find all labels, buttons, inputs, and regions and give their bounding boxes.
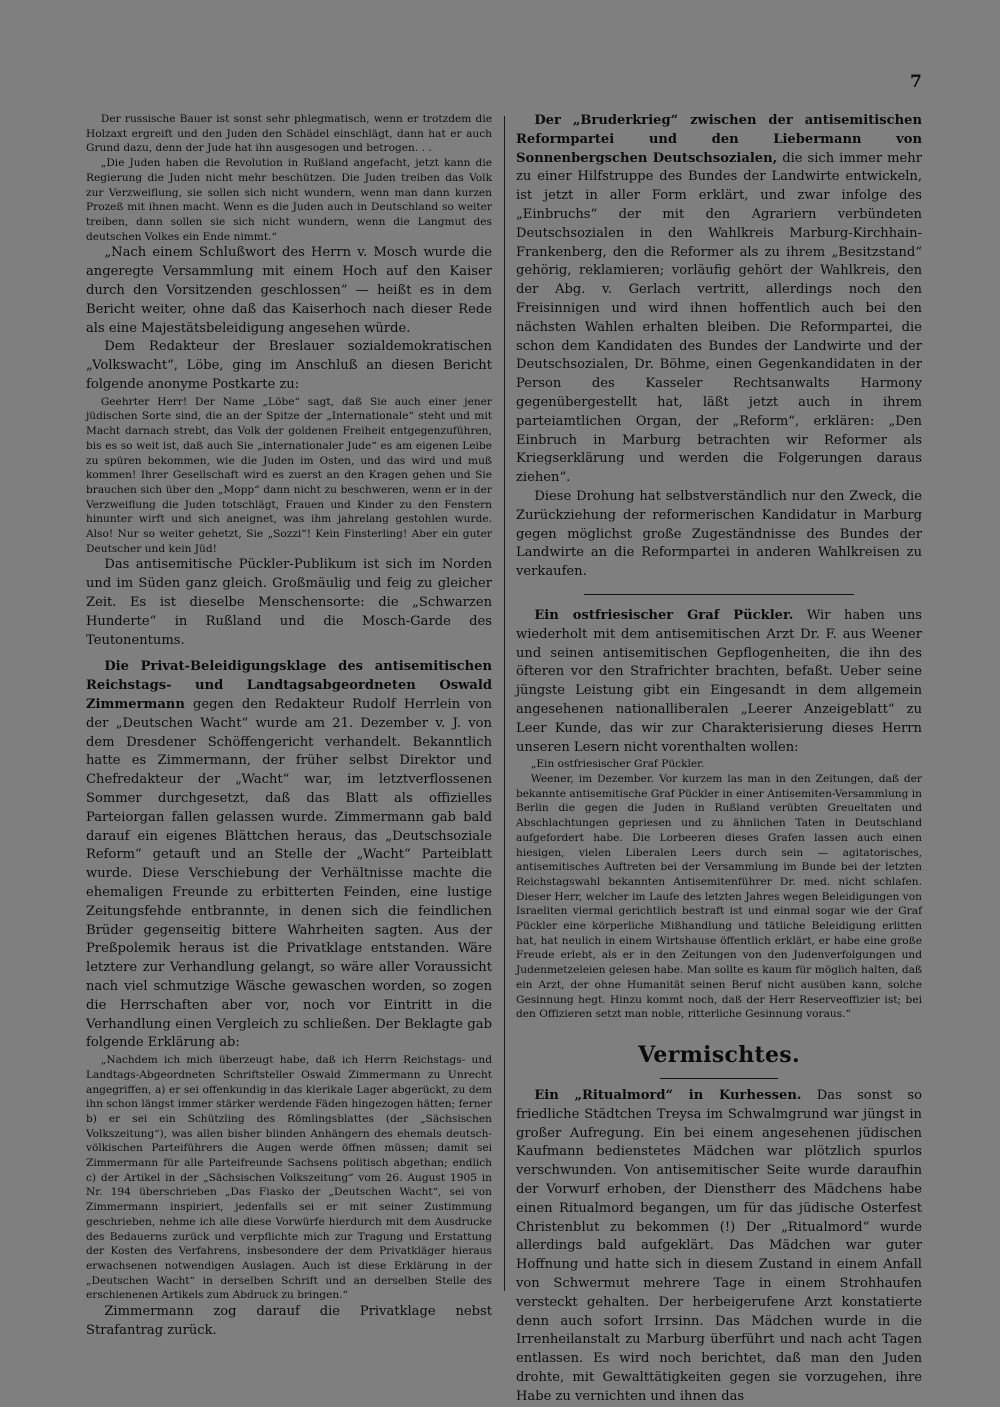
- right-column: [516, 112, 922, 1404]
- paragraph: [86, 156, 492, 244]
- paragraph-text: Geehrter Herr! Der Name „Löbe“ sagt, daß Sie auch einer jener jüdischen Sorte sind, die an der Spitze der „Internationale“ steht und mit Macht darnach strebt, das Volk der goldenen Freiheit entgegenzuführen, bis es so weit ist, daß auch Sie „internationaler Jude“ es am eigenen Leibe zu spüren bekommen, wie die Juden im Osten, und das wird und muß kommen! Ihrer Gesellschaft wird es zuerst an den Kragen gehen und Sie brauchen sich über den „Mopp“ dann nicht zu beschweren, wenn er in der Verzweiflung die Juden totschlägt, Frauen und Kinder zu den Fenstern hinunter wirft und sich aneignet, was ihm jahrelang gestohlen wurde. Also! Nur so weiter gehetzt, Sie „Sozzi“! Kein Finsterling! Aber ein guter Deutscher und kein Jüd!: [86, 395, 492, 555]
- paragraph: [516, 112, 922, 488]
- paragraph-text: „Nach einem Schlußwort des Herrn v. Mosch wurde die angeregte Versammlung mit einem Hoch auf den Kaiser durch den Vorsitzenden geschlossen“ — heißt es in dem Bericht weiter, ohne daß das Kaiserhoch nach dieser Rede als eine Majestätsbeleidigung angesehen würde.: [86, 245, 492, 336]
- paragraph: [516, 607, 922, 757]
- paragraph-text: Der russische Bauer ist sonst sehr phlegmatisch, wenn er trotzdem die Holzaxt ergreift und den Juden den Schädel einschlägt, dann hat er auch Grund dazu, denn der Jude hat ihn ausgesogen und betrogen. . .: [86, 113, 492, 155]
- paragraph-text: „Die Juden haben die Revolution in Rußland angefacht, jetzt kann die Regierung die Juden nicht mehr beschützen. Die Juden treiben das Volk zur Verzweiflung, sie sollen sich nicht wundern, wenn man dann kurzen Prozeß mit ihnen macht. Wenn es die Juden auch in Deutschland so weiter treiben, dann sollen sie sich nicht wundern, wenn die Langmut des deutschen Volkes ein Ende nimmt.“: [86, 157, 492, 243]
- paragraph: [516, 757, 922, 772]
- paragraph-text: Das sonst so friedliche Städtchen Treysa im Schwalmgrund war jüngst in großer Aufregung. Ein bei einem angesehenen jüdischen Kaufmann bedienstetes Mädchen war plötzlich spurlos verschwunden. Von antisemitischer Seite wurde daraufhin der Vorwurf erhoben, der Dienstherr des Mädchens habe einen Ritualmord begangen, um für das jüdische Osterfest Christenblut zu bekommen (!) Der „Ritualmord“ wurde allerdings bald aufgeklärt. Das Mädchen war guter Hoffnung und hatte sich in diesem Zustand in einem Anfall von Schwermut mehrere Tage in einem Strohhaufen versteckt gehalten. Der herbeigerufene Arzt konstatierte denn auch sofort Irrsinn. Das Mädchen wurde in die Irrenheilanstalt zu Marburg überführt und nach acht Tagen entlassen. Es wird noch berichtet, daß man den Juden drohte, mit Gewalttätigkeiten gegen sie vorzugehen, ihre Habe zu vernichten und ihnen das: [516, 1087, 922, 1404]
- section-title: Vermischtes.: [638, 1041, 800, 1068]
- paragraph: [86, 658, 492, 1053]
- paragraph-text: Wir haben uns wiederholt mit dem antisemitischen Arzt Dr. F. aus Weener und seinen antisemitischen Gepflogenheiten, die ihn des öfteren vor den Strafrichter brachten, befaßt. Ueber seine jüngste Leistung gibt ein Eingesandt in dem allgemein angesehenen nationalliberalen „Leerer Anzeigeblatt“ zu Leer Kunde, das wir zur Charakterisierung dieses Herrn unseren Lesern nicht vorenthalten wollen:: [516, 607, 922, 755]
- paragraph-text: Weener, im Dezember. Vor kurzem las man in den Zeitungen, daß der bekannte antisemitische Graf Pückler in einer Antisemiten-Versammlung in Berlin die gegen die Juden in Rußland verübten Greueltaten und Abschlachtungen gepriesen und zu ähnlichen Taten in Deutschland aufgefordert habe. Die Lorbeeren dieses Grafen lassen auch einen hiesigen, vielen Liberalen Leers durch sein — agitatorisches, antisemitisches Auftreten bei der Versammlung im Bunde bei der letzten Reichstagswahl bekannten Antisemitenführer Dr. med. nicht schlafen. Dieser Herr, welcher im Laufe des letzten Jahres wegen Beleidigungen von Israeliten viermal gerichtlich bestraft ist und einmal sogar wie der Graf Pückler eine körperliche Mißhandlung und tätliche Beleidigung erlitten hat, hat neulich in einem Wirtshause öffentlich erklärt, er habe eine große Freude erlebt, als er in den Zeitungen von den Judenverfolgungen und Judenmetzeleien gelesen habe. Man sollte es kaum für möglich halten, daß ein Arzt, der ohne Humanität seinen Beruf nicht ausüben kann, solche Gesinnung hegt. Hinzu kommt noch, daß der Herr Reserveoffizier ist; bei den Offizieren setzt man noble, ritterliche Gesinnung voraus.“: [516, 773, 922, 1021]
- article-divider: [584, 594, 854, 595]
- paragraph: [86, 338, 492, 394]
- article-headline: Die Privat-Beleidigungsklage des antisemitischen Reichstags- und Landtagsabgeordneten Oswald Zimmermann: [86, 659, 492, 713]
- paragraph-text: Dem Redakteur der Breslauer sozialdemokratischen „Volkswacht“, Löbe, ging im Anschluß an diesen Bericht folgende anonyme Postkarte zu:: [86, 339, 492, 392]
- paragraph-text: gegen den Redakteur Rudolf Herrlein von der „Deutschen Wacht“ wurde am 21. Dezember v. J. von dem Dresdener Schöffengericht verhandelt. Bekanntlich hatte es Zimmermann, der früher selbst Direktor und Chefredakteur der „Wacht“ war, im letztverflossenen Sommer durchgesetzt, daß das Blatt als offizielles Parteiorgan fallen gelassen wurde. Zimmermann gab bald darauf ein eigenes Blättchen heraus, das „Deutschsoziale Reform“ getauft und an Stelle der „Wacht“ Parteiblatt wurde. Diese Verschiebung der Verhältnisse machte die ehemaligen Freunde zu erbitterten Feinden, eine lustige Zeitungsfehde entbrannte, in denen sich die feindlichen Brüder gegenseitig bittere Wahrheiten sagten. Aus der Preßpolemik heraus ist die Privatklage entstanden. Wäre letztere zur Verhandlung gelangt, so wäre aller Voraussicht nach viel schmutzige Wäsche gewaschen worden, so zogen die Herrschaften aber vor, noch vor Eintritt in die Verhandlung einen Vergleich zu schließen. Der Beklagte gab folgende Erklärung ab:: [86, 697, 492, 1051]
- paragraph: [516, 488, 922, 582]
- paragraph-text: Das antisemitische Pückler-Publikum ist sich im Norden und im Süden ganz gleich. Großmäulig und feig zu gleicher Zeit. Es ist dieselbe Menschensorte: die „Schwarzen Hunderte“ in Rußland und die Mosch-Garde des Teutonentums.: [86, 557, 492, 648]
- paragraph: [516, 772, 922, 1022]
- paragraph-text: die sich immer mehr zu einer Hilfstruppe des Bundes der Landwirte entwickeln, ist jetzt in aller Form erklärt, und zwar infolge des „Einbruchs“ der mit den Agrariern verbündeten Deutschsozialen in den Wahlkreis Marburg-Kirchhain-Frankenberg, den die Reformer als zu ihrem „Besitzstand“ gehörig, reklamieren; vorläufig gehört der Wahlkreis, den der Abg. v. Gerlach vertritt, allerdings noch den Freisinnigen und wird ihnen hoffentlich auch bei den nächsten Wahlen erhalten bleiben. Die Reformpartei, die schon dem Kandidaten des Bundes der Landwirte und der Deutschsozialen, Dr. Böhme, einen Gegenkandidaten in der Person des Kasseler Rechtsanwalts Harmony gegenübergestellt hat, läßt jetzt auch in ihrem parteiamtlichen Organ, der „Reform“, erklären: „Den Einbruch in Marburg betrachten wir Reformer als Kriegserklärung und werden die Folgerungen daraus ziehen“.: [516, 150, 922, 486]
- article-headline: Der „Bruderkrieg“ zwischen der antisemitischen Reformpartei und den Liebermann von Sonnenbergschen Deutschsozialen,: [516, 113, 922, 166]
- paragraph: [86, 1303, 492, 1341]
- paragraph: [86, 556, 492, 650]
- paragraph: [516, 1087, 922, 1407]
- left-column: [86, 112, 492, 1338]
- paragraph: [86, 395, 492, 557]
- paragraph-text: „Ein ostfriesischer Graf Pückler.: [530, 758, 705, 771]
- section-rule: [660, 1078, 778, 1079]
- column-divider: [504, 116, 505, 1291]
- paragraph: [86, 244, 492, 338]
- article-headline: Ein ostfriesischer Graf Pückler.: [534, 607, 794, 623]
- paragraph-text: Diese Drohung hat selbstverständlich nur den Zweck, die Zurückziehung der reformerischen Kandidatur in Marburg gegen möglichst große Zugeständnisse des Bundes der Landwirte an die Reformpartei in anderen Wahlkreisen zu verkaufen.: [516, 488, 922, 580]
- paragraph-text: Zimmermann zog darauf die Privatklage nebst Strafantrag zurück.: [86, 1304, 492, 1338]
- paragraph: [86, 112, 492, 156]
- paragraph: [86, 1053, 492, 1303]
- paragraph-text: „Nachdem ich mich überzeugt habe, daß ich Herrn Reichstags- und Landtags-Abgeordneten Schriftsteller Oswald Zimmermann zu Unrecht angegriffen, a) er sei offenkundig in das klerikale Lager abgerückt, zu dem ihn schon längst immer stärker werdende Fäden hingezogen hätten; ferner b) er sei ein Schützling des Römlingsblattes (der „Sächsischen Volkszeitung“), was allen bisher blinden Anhängern des ehemals deutsch-völkischen Parteiführers die Augen werde öffnen müssen; damit sei Zimmermann für alle Parteifreunde Sachsens politisch abgethan; endlich c) der Artikel in der „Sächsischen Volkszeitung“ vom 26. August 1905 in Nr. 194 überschrieben „Das Fiasko der „Deutschen Wacht“, sei von Zimmermann inspiriert, jedenfalls sei er mit seiner Zustimmung geschrieben, nehme ich alle diese Vorwürfe hierdurch mit dem Ausdrucke des Bedauerns zurück und verpflichte mich zur Tragung und Erstattung der Kosten des Verfahrens, insbesondere der dem Privatkläger hieraus erwachsenen notwendigen Auslagen. Auch ist diese Erklärung in der „Deutschen Wacht“ in derselben Schrift und an derselben Stelle des erschienenen Artikels zum Abdruck zu bringen.“: [86, 1054, 492, 1302]
- page-number: 7: [910, 72, 922, 92]
- article-headline: Ein „Ritualmord“ in Kurhessen.: [534, 1087, 802, 1103]
